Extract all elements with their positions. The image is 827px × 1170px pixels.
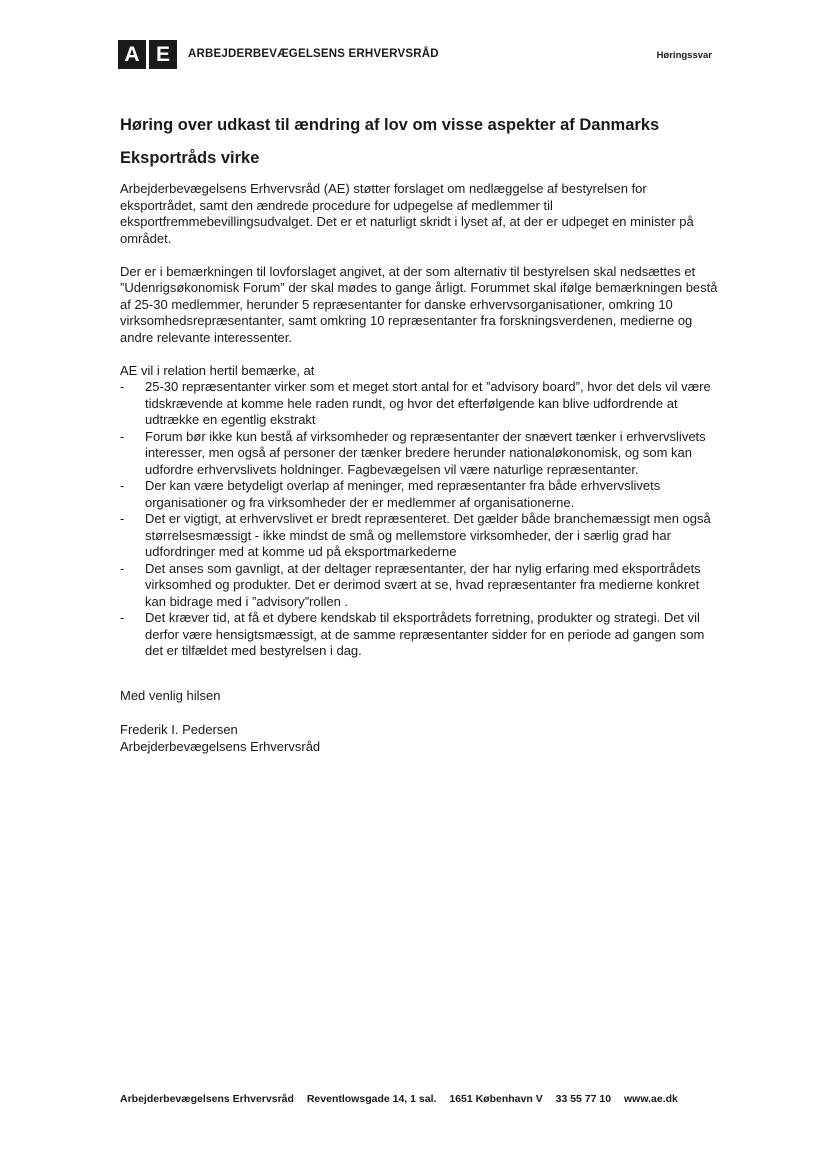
document-body xyxy=(120,181,720,660)
bullet-dash: - xyxy=(120,478,125,493)
closing-greeting: Med venlig hilsen xyxy=(120,688,221,703)
list-item xyxy=(120,379,720,429)
footer-website-link[interactable]: www.ae.dk xyxy=(624,1093,678,1105)
logo-letter-e: E xyxy=(149,40,177,69)
bullet-dash: - xyxy=(120,428,125,444)
bullet-list xyxy=(120,379,720,660)
org-name: ARBEJDERBEVÆGELSENS ERHVERVSRÅD xyxy=(188,48,439,60)
signer-name: Frederik I. Pedersen xyxy=(120,722,238,737)
list-item-text: Det anses som gavnligt, at der deltager repræsentanter, der har nylig erfaring med eksportrådets virksomhed og produkter. Det er derimod svært at se, hvad repræsentanter fra medierne konkret kan bidrage med i ”advisory”rollen . xyxy=(145,560,701,609)
footer-phone: 33 55 77 10 xyxy=(555,1093,612,1105)
signature-block xyxy=(120,722,320,755)
list-item-text: Det kræver tid, at få et dybere kendskab til eksportrådets forretning, produkter og strategi. Det vil derfor være hensigtsmæssigt, at de samme repræsentanter sidder for en periode ad gangen som det er tilfældet med bestyrelsen i dag. xyxy=(145,610,705,658)
page-footer xyxy=(120,1093,688,1105)
letterhead xyxy=(118,39,712,69)
document-type: Høringssvar xyxy=(656,50,712,61)
logo-letter-a: A xyxy=(118,40,146,69)
paragraph-2: Der er i bemærkningen til lovforslaget angivet, at der som alternativ til bestyrelsen skal nedsættes et ”Udenrigsøkonomisk Forum” der skal mødes to gange årligt. Forummet skal ifølge bemærkningen bestå af 25-30 medlemmer, herunder 5 repræsentanter for danske erhvervsorganisationer, omkring 10 virksomhedsrepræsentanter, samt omkring 10 repræsentanter fra forskningsverdenen, medierne og andre relevante interessenter. xyxy=(120,263,718,345)
footer-city: 1651 København V xyxy=(449,1093,543,1105)
paragraph-1: Arbejderbevægelsens Erhvervsråd (AE) støtter forslaget om nedlæggelse af bestyrelsen for eksportrådet, samt den ændrede procedure for udpegelse af medlemmer til eksportfremmebevillingsudvalget. Det er et naturligt skridt i lyset af, at der er udpeget en minister på området. xyxy=(120,181,694,246)
signer-organization: Arbejderbevægelsens Erhvervsråd xyxy=(120,738,321,754)
ae-logo xyxy=(118,39,439,69)
list-item xyxy=(120,511,720,561)
bullet-dash: - xyxy=(120,560,125,576)
list-item-text: Forum bør ikke kun bestå af virksomheder og repræsentanter der snævert tænker i erhvervslivets interesser, men også af personer der tænker bredere herunder nationaløkonomisk, og som kan udfordre erhvervslivets holdninger. Fagbevægelsen vil være naturlige repræsentanter. xyxy=(145,428,706,477)
list-item xyxy=(120,610,720,660)
list-item xyxy=(120,561,720,611)
list-item xyxy=(120,478,720,511)
list-item-text: 25-30 repræsentanter virker som et meget stort antal for et ”advisory board”, hvor det dels vil være tidskrævende at komme hele raden rundt, og hvor det efterfølgende kan blive udfordrende at udtrække en egentlig ekstrakt xyxy=(145,379,711,427)
bullet-dash: - xyxy=(120,610,125,625)
list-intro: AE vil i relation hertil bemærke, at xyxy=(120,362,315,378)
bullet-dash: - xyxy=(120,379,125,394)
list-item xyxy=(120,429,720,479)
bullet-dash: - xyxy=(120,511,125,526)
list-item-text: Der kan være betydeligt overlap af meninger, med repræsentanter fra både erhvervslivets organisationer og fra virksomheder der er medlemmer af organisationerne. xyxy=(145,478,661,510)
footer-org: Arbejderbevægelsens Erhvervsråd xyxy=(120,1093,294,1105)
page-title: Høring over udkast til ændring af lov om visse aspekter af Danmarks Eksportråds virke xyxy=(120,116,660,167)
footer-address: Reventlowsgade 14, 1 sal. xyxy=(306,1093,437,1105)
list-item-text: Det er vigtigt, at erhvervslivet er bredt repræsenteret. Det gælder både branchemæssigt men også størrelsesmæssigt - ikke mindst de små og mellemstore virksomheder, der i særlig grad har udfordringer med at komme ud på eksportmarkederne xyxy=(145,511,711,559)
